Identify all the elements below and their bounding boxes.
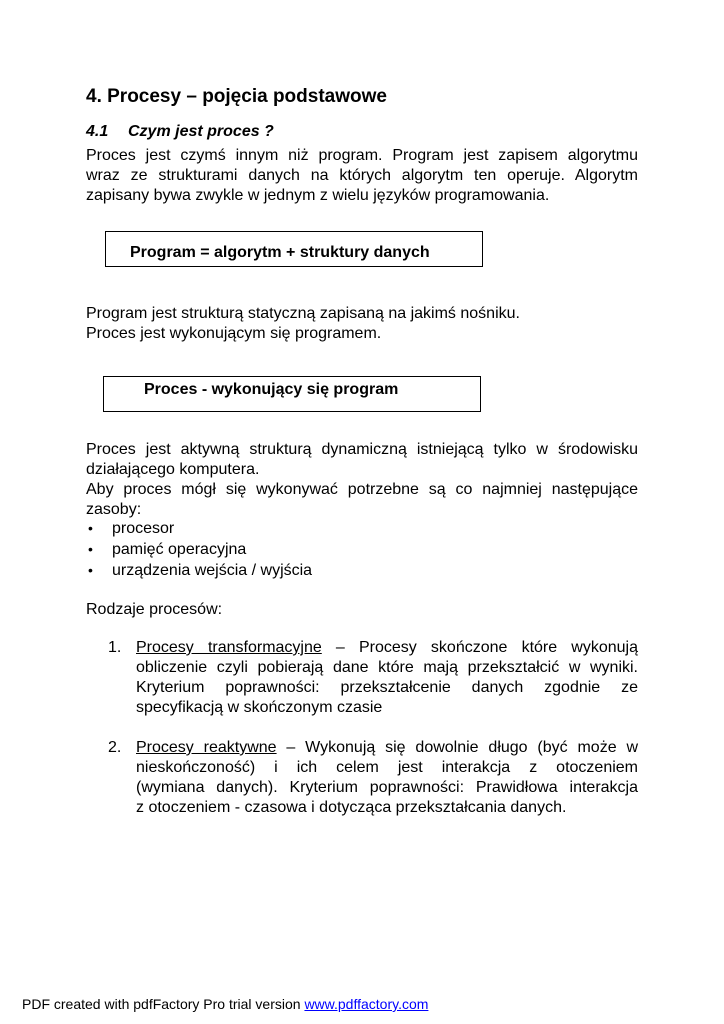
text-line: specyfikacją w skończonym czasie — [136, 699, 383, 716]
types-heading: Rodzaje procesów: — [86, 601, 223, 618]
footer-text: PDF created with pdfFactory Pro trial version — [22, 996, 305, 1012]
list-item: • urządzenia wejścia / wyjścia — [88, 562, 313, 579]
text-line: nieskończoność) i ich celem jest interakcja z otoczeniem — [136, 759, 638, 776]
text-line: Kryterium poprawności: przekształcenie danych zgodnie ze — [136, 679, 638, 696]
term: Procesy reaktywne — [136, 739, 277, 756]
list-item: • procesor — [88, 520, 175, 537]
bullet-icon: • — [88, 541, 93, 557]
footer-link[interactable]: www.pdffactory.com — [304, 996, 429, 1012]
intro-paragraph — [86, 146, 638, 206]
static-paragraph — [86, 304, 638, 344]
resources-list — [86, 518, 312, 581]
item-number: 1. — [108, 639, 122, 656]
section-title: Czym jest proces ? — [128, 123, 274, 140]
definition-box-process: Proces - wykonujący się program — [103, 376, 481, 412]
text-line: Proces jest aktywną strukturą dynamiczną istniejącą tylko w środowisku — [86, 441, 638, 458]
text-line: Procesy transformacyjne – Procesy skończone które wykonują — [136, 639, 639, 656]
text-line: (wymiana danych). Kryterium poprawności: Prawidłowa interakcja — [136, 779, 638, 796]
process-types-list — [108, 638, 638, 818]
pdf-footer — [22, 996, 428, 1012]
text-line: Aby proces mógł się wykonywać potrzebne są co najmniej następujące — [86, 481, 638, 498]
text-line: z otoczeniem - czasowa i dotycząca przekształcania danych. — [136, 799, 567, 816]
list-item: • pamięć operacyjna — [88, 541, 247, 558]
section-heading — [86, 123, 274, 141]
definition-box-program: Program = algorytm + struktury danych — [105, 231, 483, 267]
page-title: 4. Procesy – pojęcia podstawowe — [86, 86, 387, 107]
text-line: Procesy reaktywne – Wykonują się dowolnie długo (być może w — [136, 739, 639, 756]
text-line: zapisany bywa zwykle w jednym z wielu języków programowania. — [86, 187, 550, 204]
text-line: wraz ze strukturami danych na których algorytm ten operuje. Algorytm — [86, 167, 638, 184]
text-line: Program jest strukturą statyczną zapisaną na jakimś nośniku. — [86, 305, 520, 322]
section-number: 4.1 — [86, 123, 109, 140]
text-line: działającego komputera. — [86, 461, 260, 478]
list-item — [108, 738, 638, 818]
term: Procesy transformacyjne — [136, 639, 322, 656]
text-line: Proces jest czymś innym niż program. Program jest zapisem algorytmu — [86, 147, 638, 164]
text-line: zasoby: — [86, 501, 142, 518]
text-line: obliczenie czyli pobierają dane które mają przekształcić w wyniki. — [136, 659, 638, 676]
list-item — [108, 638, 638, 718]
item-number: 2. — [108, 739, 122, 756]
bullet-icon: • — [88, 520, 93, 536]
text-line: Proces jest wykonującym się programem. — [86, 325, 382, 342]
bullet-icon: • — [88, 562, 93, 578]
active-paragraph — [86, 440, 638, 520]
